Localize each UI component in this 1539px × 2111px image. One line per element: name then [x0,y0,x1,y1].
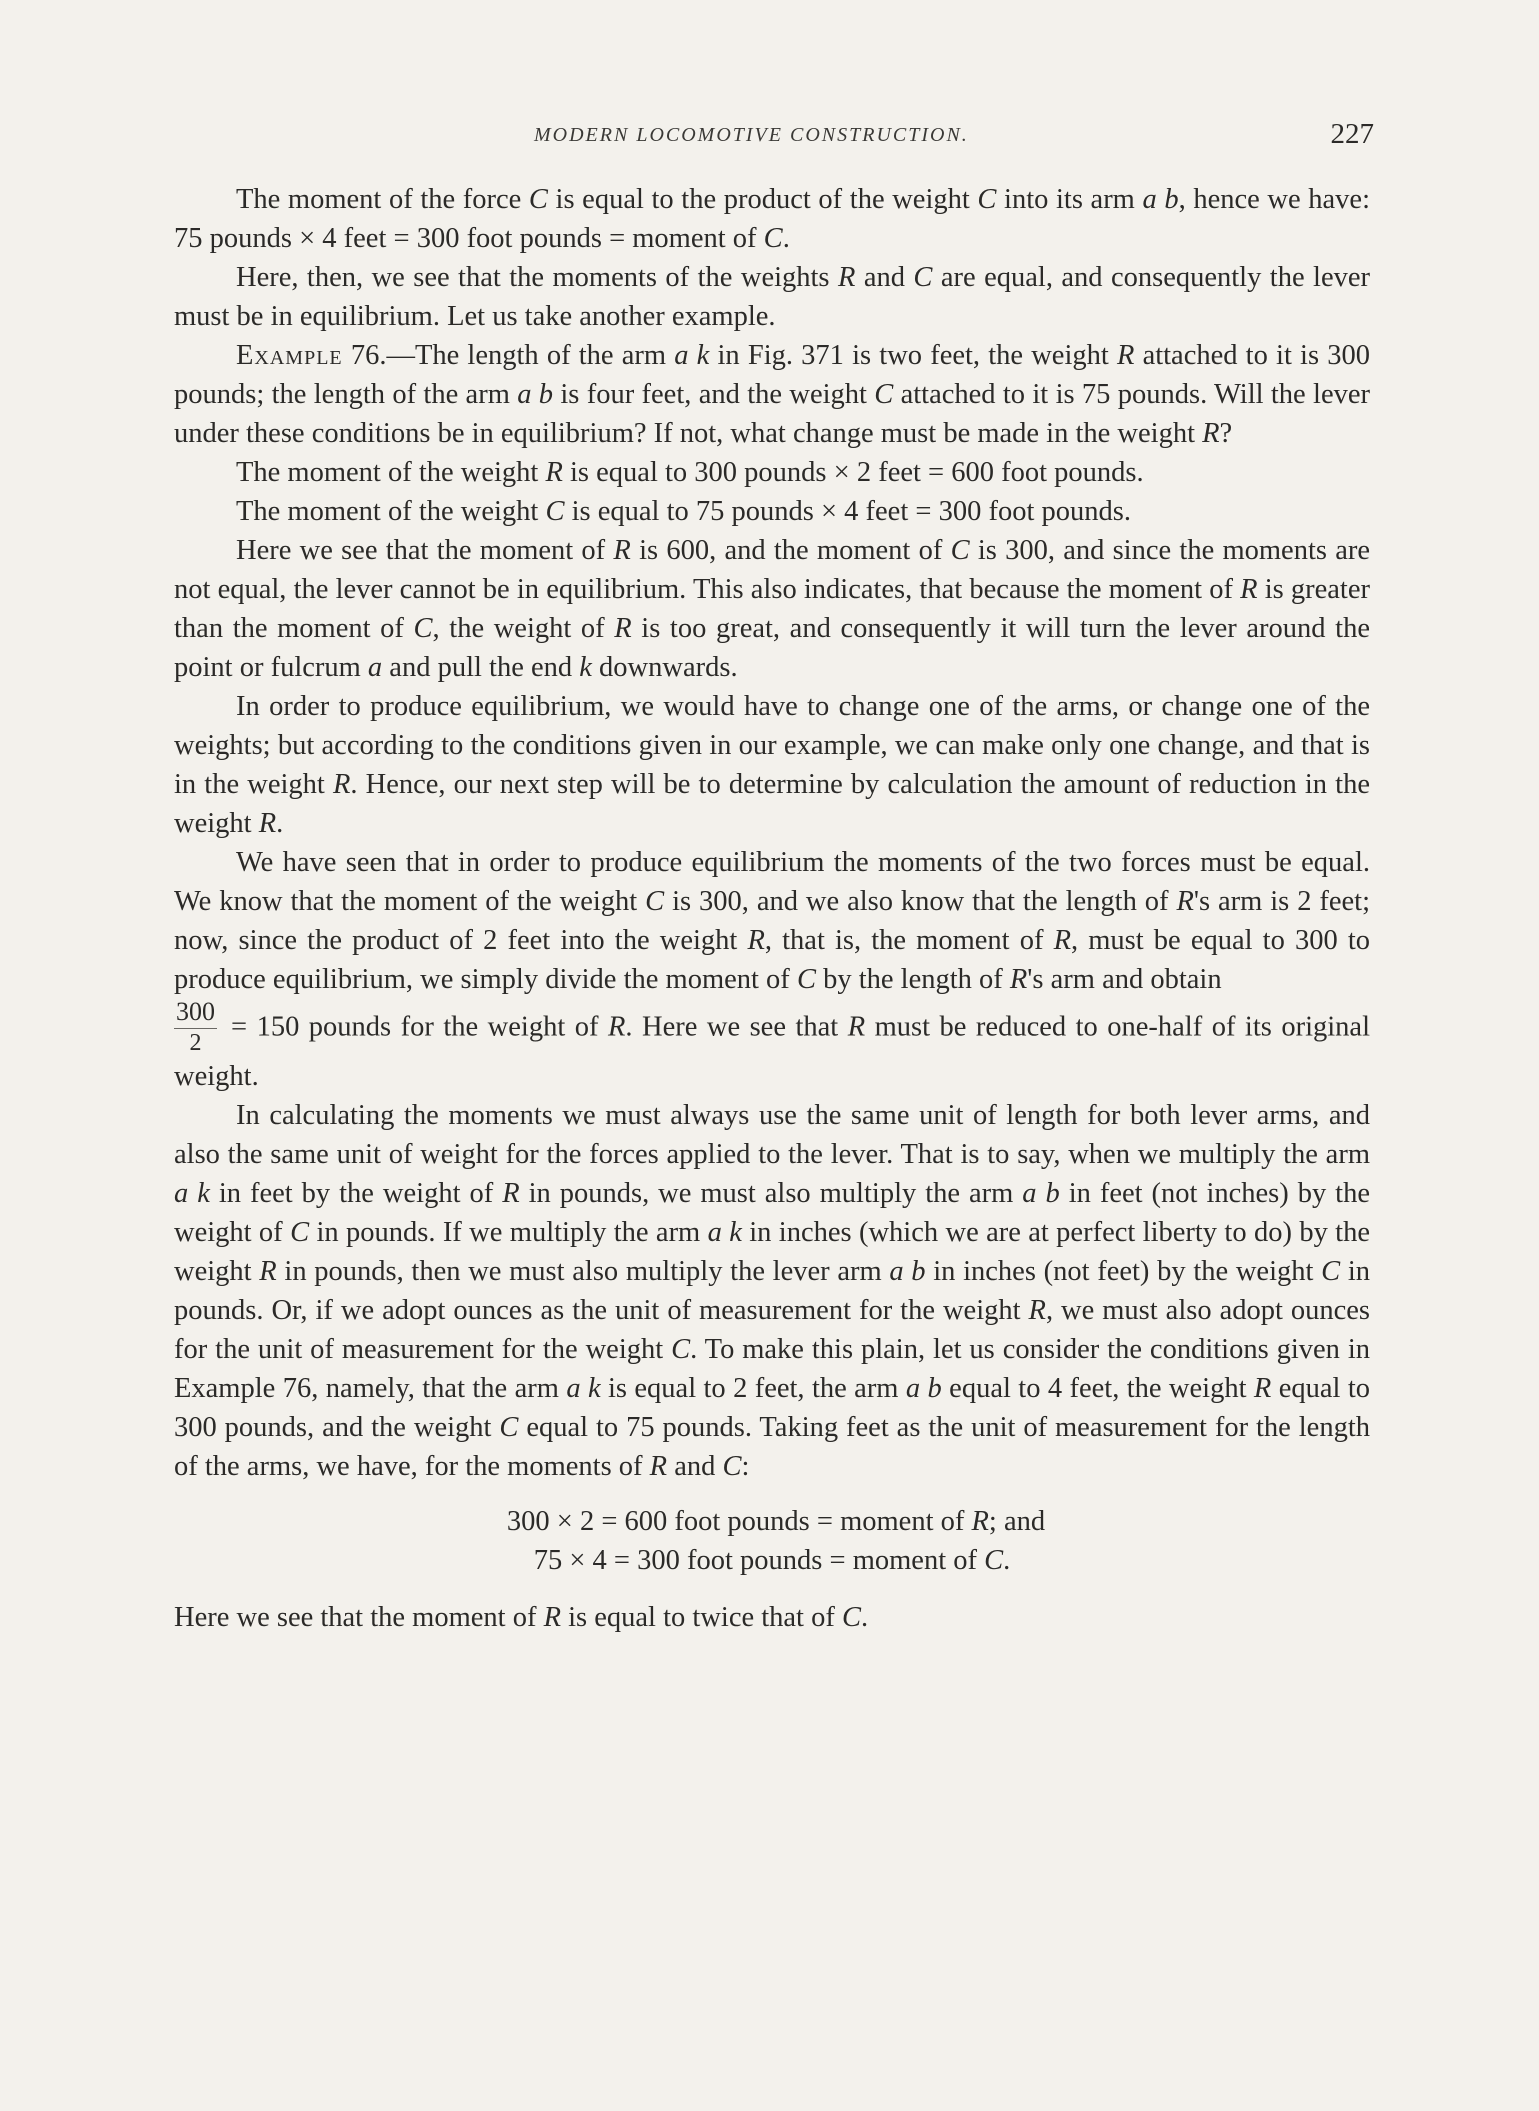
text-run: In calculating the moments we must always use the same unit of length for both lever arms, and also the same unit of weight for the forces applied to the lever. That is to say, when we multiply the arm [174,1100,1370,1170]
equation-1 [174,1502,1370,1541]
variable: C [722,1451,742,1482]
fraction-numerator: 300 [174,999,217,1029]
variable: R [502,1178,520,1209]
text-run: and pull the end [382,652,580,683]
fraction-denominator: 2 [189,1030,202,1056]
variable: a [367,652,383,683]
text-run: In order to produce equilibrium, we would have to change one of the arms, or change one of the weights; but according to the conditions given in our example, we can make only one change, and that is in the weight [174,691,1370,800]
text-run: . [860,1602,869,1633]
variable: C [841,1602,861,1633]
text-run: ; and [988,1506,1046,1537]
text-run: attached to it is 300 pounds; the length of the arm [174,340,1370,410]
text-run: in inches (not feet) by the weight [925,1256,1322,1287]
variable: a b [1142,184,1179,215]
variable: a b [905,1373,942,1404]
text-run: in pounds, then we must also multiply the lever arm [276,1256,890,1287]
variable: C [763,223,783,254]
text-run: . [1003,1545,1011,1576]
variable: C [796,964,816,995]
text-run: into its arm [996,184,1143,215]
text-run: , we must also adopt ounces for the unit of measurement for the weight [174,1295,1371,1365]
text-run: , hence we have: 75 pounds × 4 feet = 300 foot pounds = moment of [174,184,1370,254]
text-run: , must be equal to 300 to produce equilibrium, we simply divide the moment of [174,925,1370,995]
text-run: is equal to 2 feet, the arm [600,1373,906,1404]
equation-block [174,1502,1370,1580]
variable: R [1176,886,1194,917]
variable: C [528,184,548,215]
text-run: is 300, and since the moments are not equal, the lever cannot be in equilibrium. This also indicates, that because the moment of [174,535,1370,605]
variable: R [1202,418,1220,449]
text-run: 300 × 2 = 600 foot pounds = moment of [506,1506,972,1537]
text-run: . Hence, our next step will be to determine by calculation the amount of reduction in the weight [174,769,1370,839]
text-run: , the weight of [432,613,615,644]
text-run: 76.—The length of the arm [342,340,675,371]
equation-2 [174,1541,1370,1580]
variable: C [950,535,970,566]
text-run: is 300, and we also know that the length of [664,886,1177,917]
text-run: attached to it is 75 pounds. Will the lever under these conditions be in equilibrium? If not, what change must be made in the weight [174,379,1370,449]
text-run: in Fig. 371 is two feet, the weight [709,340,1117,371]
variable: R [1028,1295,1046,1326]
paragraph-8 [174,843,1370,999]
text-run: in inches (which we are at perfect liberty to do) by the weight [174,1217,1371,1287]
text-run: The moment of the force [236,184,529,215]
text-run: equal to 4 feet, the weight [941,1373,1254,1404]
variable: R [1009,964,1028,995]
variable: R [1240,574,1258,605]
variable: k [579,652,592,683]
variable: R [1253,1373,1272,1404]
page-number: 227 [1330,118,1374,150]
variable: a k [674,340,710,371]
variable: C [913,262,933,293]
text-run: in feet by the weight of [209,1178,503,1209]
text-run: equal to 75 pounds. Taking feet as the unit of measurement for the length of the arms, we have, for the moments of [174,1412,1370,1482]
paragraph-11 [174,1598,1370,1637]
paragraph-5 [174,492,1370,531]
text-run: in pounds, we must also multiply the arm [519,1178,1023,1209]
text-run: Here, then, we see that the moments of the weights [236,262,838,293]
text-run: is greater than the moment of [174,574,1370,644]
variable: R [258,808,277,839]
text-run: Here we see that the moment of [236,535,614,566]
text-run: , that is, the moment of [764,925,1054,956]
running-head: MODERN LOCOMOTIVE CONSTRUCTION. [534,124,969,146]
variable: R [545,457,563,488]
variable: R [847,1011,866,1043]
paragraph-4 [174,453,1370,492]
text-run: . [276,808,284,839]
variable: R [971,1506,989,1537]
fraction [174,999,217,1055]
variable: a b [517,379,554,410]
text-run: : [741,1451,750,1482]
variable: a k [174,1178,210,1209]
variable: C [290,1217,310,1248]
text-run: is equal to 300 pounds × 2 feet = 600 foot pounds. [562,457,1144,488]
variable: C [671,1334,691,1365]
text-run: is too great, and consequently it will turn the lever around the point or fulcrum [174,613,1370,683]
variable: R [543,1602,561,1633]
text-run: in pounds. Or, if we adopt ounces as the unit of measurement for the weight [174,1256,1370,1326]
paragraph-example-76 [174,336,1370,453]
variable: C [413,613,433,644]
text-run: is equal to twice that of [561,1602,842,1633]
text-run: = 150 pounds for the weight of [231,1011,608,1043]
page-header [174,118,1374,158]
variable: R [747,925,765,956]
variable: R [332,769,351,800]
paragraph-1 [174,180,1370,258]
text-run: ? [1219,418,1233,449]
variable: R [614,613,632,644]
variable: a k [707,1217,742,1248]
variable: C [645,886,665,917]
variable: a k [566,1373,601,1404]
text-run: . [782,223,790,254]
text-run: is 600, and the moment of [630,535,951,566]
text-run: 's arm is 2 feet; now, since the product of 2 feet into the weight [174,886,1371,956]
variable: R [837,262,856,293]
text-run: are equal, and consequently the lever must be in equilibrium. Let us take another example. [174,262,1370,332]
text-run: is four feet, and the weight [553,379,875,410]
variable: a b [1022,1178,1060,1209]
text-run: . To make this plain, let us consider the conditions given in Example 76, namely, that the arm [174,1334,1370,1404]
variable: R [607,1011,626,1043]
text-run: and [667,1451,723,1482]
text-run: is equal to the product of the weight [547,184,978,215]
paragraph-6 [174,531,1370,687]
example-label: Example [236,340,343,371]
variable: R [259,1256,277,1287]
text-run: The moment of the weight [236,457,546,488]
text-run: 75 × 4 = 300 foot pounds = moment of [533,1545,985,1576]
text-run: Here we see that the moment of [174,1602,544,1633]
variable: a b [889,1256,926,1287]
variable: R [649,1451,668,1482]
text-run: equal to 300 pounds, and the weight [174,1373,1371,1443]
variable: C [545,496,565,527]
text-run: . Here we see that [625,1011,848,1043]
variable: R [1053,925,1071,956]
text-run: The moment of the weight [236,496,546,527]
variable: C [977,184,997,215]
text-run: by the length of [815,964,1010,995]
body-text [174,180,1370,1637]
text-run: We have seen that in order to produce equilibrium the moments of the two forces must be equal. We know that the moment of the weight [174,847,1370,917]
text-run: in feet (not inches) by the weight of [174,1178,1371,1248]
variable: R [1116,340,1135,371]
text-run: and [855,262,914,293]
text-run: in pounds. If we multiply the arm [309,1217,708,1248]
text-run: downwards. [591,652,738,683]
variable: C [499,1412,519,1443]
variable: R [613,535,631,566]
text-run: 's arm and obtain [1027,964,1222,995]
variable: C [1321,1256,1341,1287]
paragraph-10 [174,1096,1370,1486]
paragraph-2 [174,258,1370,336]
paragraph-fraction [174,997,1370,1096]
variable: C [984,1545,1004,1576]
variable: C [874,379,894,410]
paragraph-7 [174,687,1370,843]
text-run: must be reduced to one-half of its original weight. [174,1011,1370,1092]
text-run: is equal to 75 pounds × 4 feet = 300 foot pounds. [564,496,1131,527]
